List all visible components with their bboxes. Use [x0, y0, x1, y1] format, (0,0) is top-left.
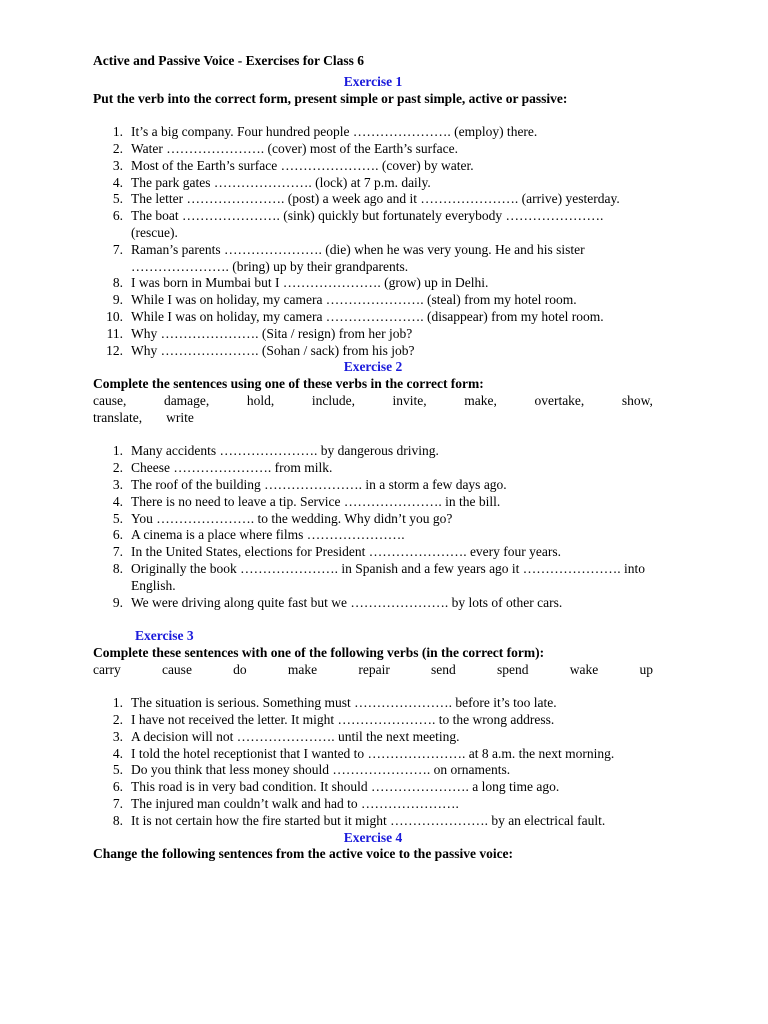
list-item-text: Why …………………. (Sita / resign) from her job?	[131, 325, 413, 341]
list-item-text: I was born in Mumbai but I …………………. (grow) up in Delhi.	[131, 275, 489, 291]
list-item	[93, 695, 653, 712]
exercise-1-title: Exercise 1	[343, 73, 403, 89]
list-item	[93, 175, 653, 192]
list-item-number: 5.	[112, 510, 123, 526]
list-item-number: 3.	[112, 728, 123, 744]
list-item-number: 9.	[112, 594, 123, 610]
list-item-text: Do you think that less money should …………………. on ornaments.	[131, 762, 511, 778]
list-item-text: Raman’s parents …………………. (die) when he was very young. He and his sister …………………. (bring) up by their grandparents.	[131, 241, 585, 274]
list-item	[93, 191, 653, 208]
exercise-1-list	[93, 124, 653, 359]
verb-word: make,	[464, 392, 497, 408]
list-item	[93, 158, 653, 175]
list-item-text: It is not certain how the fire started but it might …………………. by an electrical fault.	[131, 812, 606, 828]
list-item	[93, 544, 653, 561]
list-item	[93, 712, 653, 729]
verb-word: cause,	[93, 392, 127, 408]
verb-word: cause	[161, 661, 192, 677]
document-content	[93, 53, 653, 863]
list-item	[93, 460, 653, 477]
list-item-text: You …………………. to the wedding. Why didn’t you go?	[131, 510, 453, 526]
verb-word: show,	[621, 392, 653, 408]
list-item-text: Many accidents …………………. by dangerous driving.	[131, 443, 439, 459]
list-item	[93, 326, 653, 343]
list-item-text: The letter …………………. (post) a week ago and it …………………. (arrive) yesterday.	[131, 191, 620, 207]
list-item-number: 4.	[112, 174, 123, 190]
list-item-text: There is no need to leave a tip. Service …………………. in the bill.	[131, 493, 501, 509]
list-item	[93, 796, 653, 813]
list-item	[93, 292, 653, 309]
list-item-number: 4.	[112, 493, 123, 509]
list-item-number: 10.	[106, 308, 123, 324]
list-item-text: The injured man couldn’t walk and had to ………………….	[131, 796, 459, 812]
list-item-text: I have not received the letter. It might …………………. to the wrong address.	[131, 712, 555, 728]
list-item-number: 12.	[106, 342, 123, 358]
list-item-number: 9.	[112, 292, 123, 308]
list-item-number: 5.	[112, 762, 123, 778]
exercise-2-instruction: Complete the sentences using one of these verbs in the correct form:	[93, 376, 484, 392]
list-item-number: 7.	[112, 241, 123, 257]
list-item	[93, 561, 653, 578]
exercise-3-title: Exercise 3	[135, 628, 194, 644]
exercise-3-list	[93, 695, 653, 829]
list-item-number: 7.	[112, 544, 123, 560]
verb-word: repair	[358, 661, 390, 677]
list-item-number: 2.	[112, 140, 123, 156]
exercise-4-title: Exercise 4	[343, 829, 403, 845]
verb-word: invite,	[392, 392, 427, 408]
list-item-text: While I was on holiday, my camera …………………. (disappear) from my hotel room.	[131, 308, 604, 324]
list-item-text: This road is in very bad condition. It should …………………. a long time ago.	[131, 779, 560, 795]
exercise-2-list	[93, 443, 653, 611]
list-item	[93, 208, 653, 242]
list-item-number: 6.	[112, 779, 123, 795]
list-item	[93, 779, 653, 796]
verb-word: up	[639, 661, 653, 677]
exercise-2-title: Exercise 2	[343, 359, 403, 375]
list-item	[93, 578, 653, 595]
list-item-number: 8.	[112, 275, 123, 291]
list-item-text: The situation is serious. Something must …………………. before it’s too late.	[131, 695, 557, 711]
list-item	[93, 813, 653, 830]
list-item	[93, 309, 653, 326]
list-item	[93, 242, 653, 276]
verb-word: do	[233, 661, 247, 677]
verb-word: make	[287, 661, 318, 677]
list-item	[93, 124, 653, 141]
exercise-4-instruction: Change the following sentences from the active voice to the passive voice:	[93, 846, 514, 862]
list-item	[93, 477, 653, 494]
list-item-number: 1.	[112, 695, 123, 711]
list-item-number: 8.	[112, 560, 123, 576]
list-item-text: Most of the Earth’s surface …………………. (cover) by water.	[131, 157, 474, 173]
verb-word: translate,	[93, 409, 143, 425]
list-item-number: 3.	[112, 476, 123, 492]
exercise-2-verb-bank	[93, 393, 653, 427]
verb-word: hold,	[246, 392, 275, 408]
list-item-text: Water …………………. (cover) most of the Earth’s surface.	[131, 140, 458, 156]
list-item-number: 5.	[112, 191, 123, 207]
verb-word: overtake,	[534, 392, 585, 408]
list-item-number: 2.	[112, 712, 123, 728]
verb-word: spend	[497, 661, 529, 677]
list-item	[93, 762, 653, 779]
list-item-text: I told the hotel receptionist that I wanted to …………………. at 8 a.m. the next morning.	[131, 745, 615, 761]
list-item-number: 7.	[112, 796, 123, 812]
list-item-number: 2.	[112, 460, 123, 476]
list-item-text: We were driving along quite fast but we …………………. by lots of other cars.	[131, 594, 563, 610]
verb-word: wake	[569, 661, 599, 677]
list-item	[93, 729, 653, 746]
verb-word: include,	[311, 392, 355, 408]
list-item-text: The roof of the building …………………. in a storm a few days ago.	[131, 476, 507, 492]
list-item	[93, 141, 653, 158]
list-item-number: 3.	[112, 157, 123, 173]
list-item-number: 8.	[112, 812, 123, 828]
list-item	[93, 746, 653, 763]
exercise-1-instruction: Put the verb into the correct form, present simple or past simple, active or passive:	[93, 90, 568, 106]
list-item-text: While I was on holiday, my camera …………………. (steal) from my hotel room.	[131, 292, 577, 308]
list-item-text: The park gates …………………. (lock) at 7 p.m. daily.	[131, 174, 431, 190]
list-item-number: 6.	[112, 527, 123, 543]
list-item	[93, 275, 653, 292]
verb-word: write	[166, 409, 194, 425]
exercise-3-verb-bank	[93, 662, 653, 679]
list-item-text: The boat …………………. (sink) quickly but fortunately everybody …………………. (rescue).	[131, 208, 604, 240]
exercise-3-instruction: Complete these sentences with one of the following verbs (in the correct form):	[93, 644, 545, 660]
list-item-text: English.	[131, 577, 176, 593]
list-item-number: 1.	[112, 124, 123, 140]
list-item-number: 11.	[106, 325, 123, 341]
list-item	[93, 595, 653, 612]
list-item-text: Why …………………. (Sohan / sack) from his job?	[131, 342, 415, 358]
list-item	[93, 511, 653, 528]
verb-word: send	[431, 661, 456, 677]
verb-word: carry	[93, 661, 121, 677]
list-item	[93, 343, 653, 360]
verb-word: damage,	[163, 392, 210, 408]
list-item-number: 1.	[112, 443, 123, 459]
list-item-text: A cinema is a place where films ………………….	[131, 527, 405, 543]
document-title: Active and Passive Voice - Exercises for Class 6	[93, 53, 364, 68]
list-item	[93, 494, 653, 511]
list-item-number: 4.	[112, 745, 123, 761]
list-item	[93, 527, 653, 544]
list-item-text: Cheese …………………. from milk.	[131, 460, 333, 476]
list-item-text: It’s a big company. Four hundred people …………………. (employ) there.	[131, 124, 538, 140]
list-item-text: A decision will not …………………. until the next meeting.	[131, 728, 460, 744]
list-item-text: In the United States, elections for President …………………. every four years.	[131, 544, 562, 560]
list-item-text: Originally the book …………………. in Spanish and a few years ago it …………………. into	[131, 560, 646, 576]
list-item	[93, 443, 653, 460]
list-item-number: 6.	[112, 208, 123, 224]
